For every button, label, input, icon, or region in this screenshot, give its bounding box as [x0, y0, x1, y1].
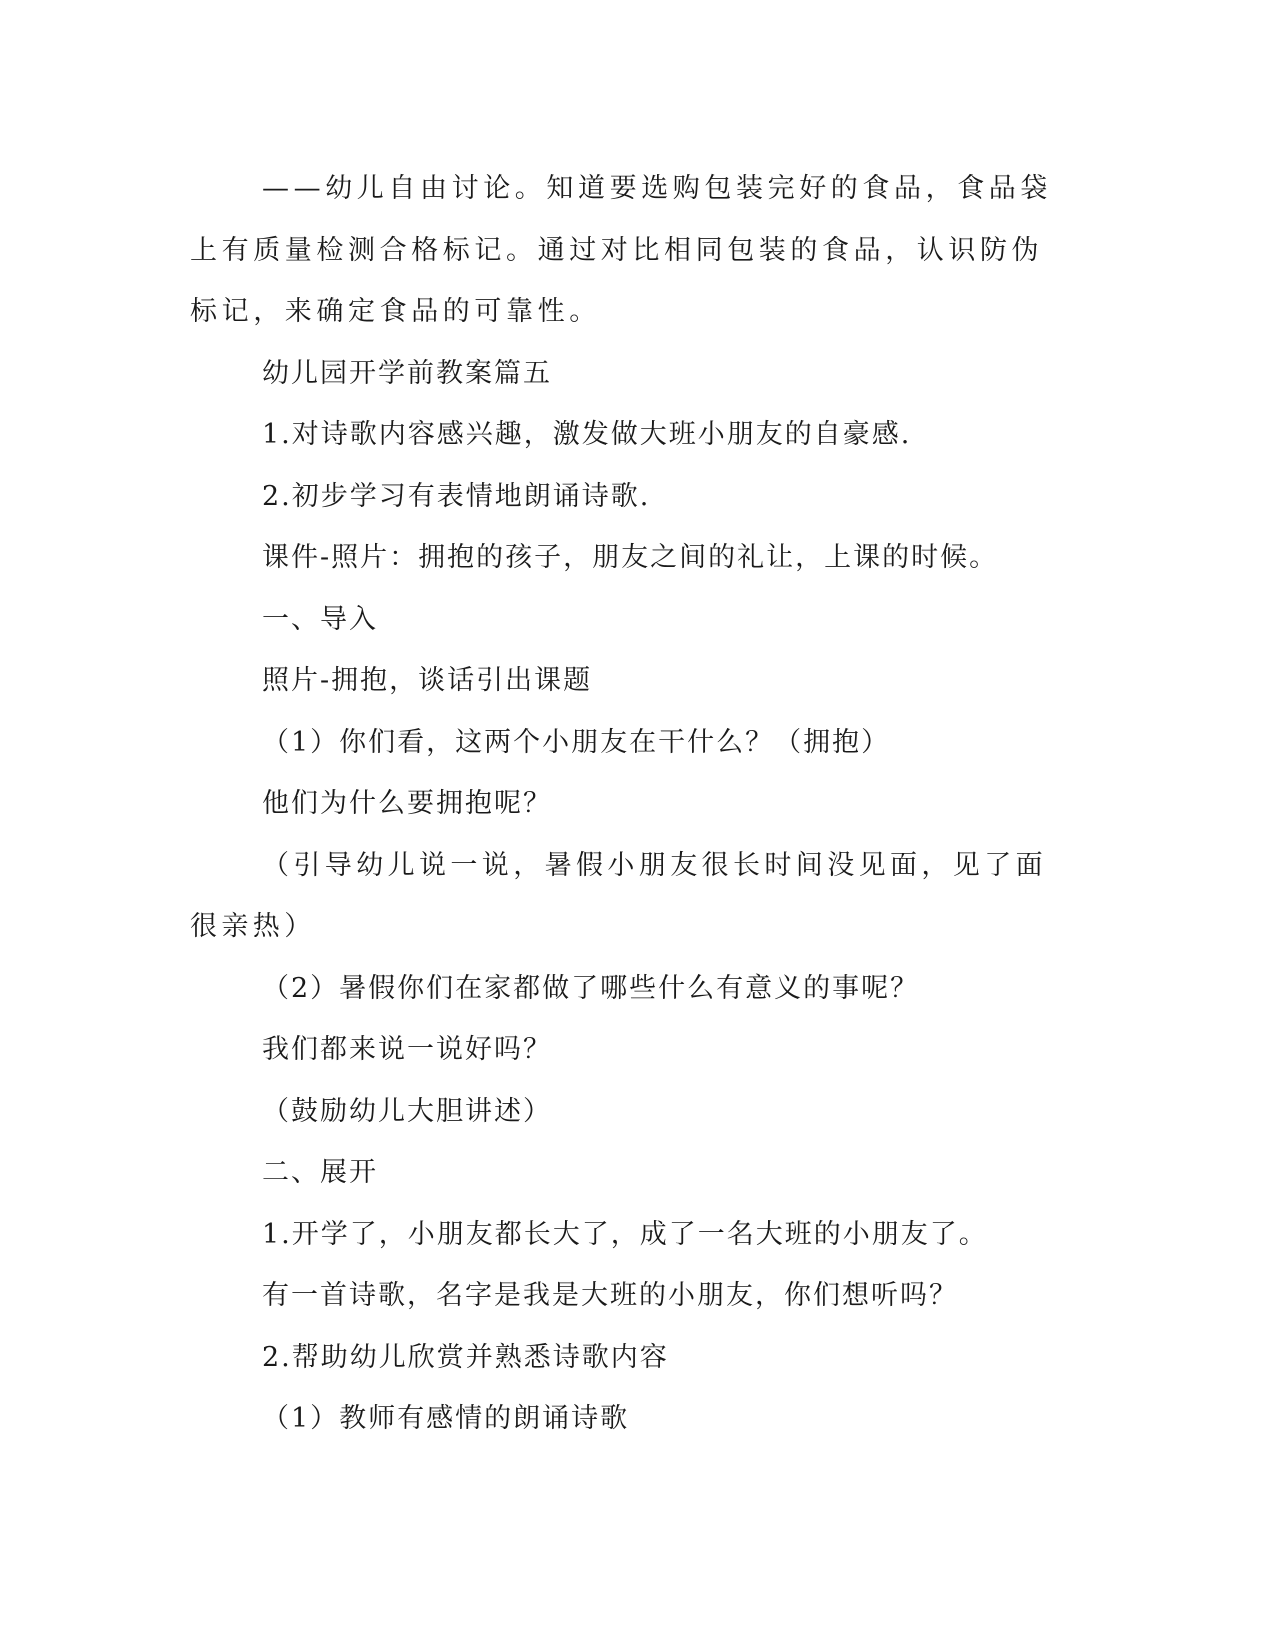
paragraph-photo-hug: 照片-拥抱，谈话引出课题: [262, 665, 593, 696]
guidance-note: （引导幼儿说一说，暑假小朋友很长时间没见面，见了面很亲热）: [190, 849, 1047, 942]
section-heading-introduction: 一、导入: [262, 603, 378, 635]
prompt-share: 我们都来说一说好吗？: [262, 1034, 552, 1065]
question-why-hug: 他们为什么要拥抱呢？: [262, 788, 552, 819]
step-2: 2.帮助幼儿欣赏并熟悉诗歌内容: [262, 1341, 669, 1373]
section-heading-development: 二、展开: [262, 1157, 378, 1188]
paragraph-food-discussion: ——幼儿自由讨论。知道要选购包装完好的食品，食品袋上有质量检测合格标记。通过对比相同包装的食品，认识防伪标记，来确定食品的可靠性。: [190, 173, 1052, 327]
materials-line: 课件-照片：拥抱的孩子，朋友之间的礼让，上课的时候。: [262, 542, 999, 573]
poem-intro: 有一首诗歌，名字是我是大班的小朋友，你们想听吗？: [262, 1280, 958, 1311]
goal-item-1: 1.对诗歌内容感兴趣，激发做大班小朋友的自豪感.: [262, 419, 912, 450]
document-body: [190, 158, 1070, 1450]
goal-item-2: 2.初步学习有表情地朗诵诗歌.: [262, 480, 651, 512]
section-heading-lesson-five: 幼儿园开学前教案篇五: [262, 357, 552, 389]
step-1: 1.开学了，小朋友都长大了，成了一名大班的小朋友了。: [262, 1218, 988, 1250]
question-2: （2）暑假你们在家都做了哪些什么有意义的事呢？: [262, 972, 920, 1004]
question-1: （1）你们看，这两个小朋友在干什么？（拥抱）: [262, 726, 891, 758]
encourage-note: （鼓励幼儿大胆讲述）: [262, 1095, 552, 1127]
step-2-sub-1: （1）教师有感情的朗诵诗歌: [262, 1403, 630, 1434]
